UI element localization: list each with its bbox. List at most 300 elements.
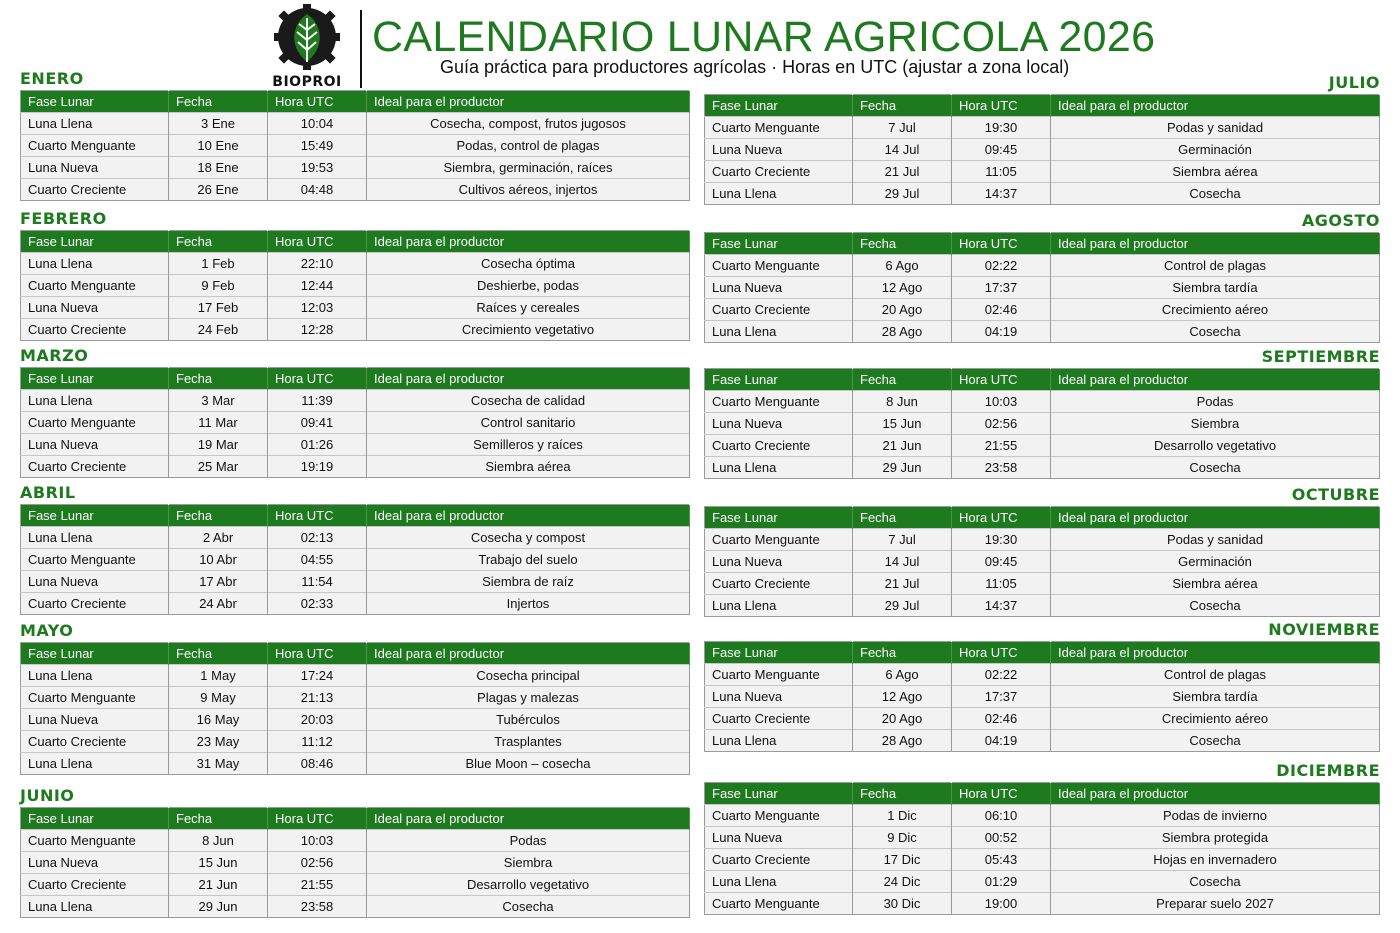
date-cell: 18 Ene [169,157,268,179]
column-header-phase: Fase Lunar [705,783,853,805]
ideal-cell: Cosecha óptima [367,253,690,275]
time-cell: 01:29 [952,871,1051,893]
column-header-phase: Fase Lunar [21,808,169,830]
table-row [21,113,690,135]
moon-phase-table [704,94,1380,205]
time-cell: 11:54 [268,571,367,593]
table-row [21,275,690,297]
phase-cell: Luna Nueva [705,277,853,299]
table-row [21,434,690,456]
month-title: AGOSTO [1301,211,1380,230]
page-title: CALENDARIO LUNAR AGRICOLA 2026 [372,13,1156,61]
table-row [21,157,690,179]
table-row [21,412,690,434]
table-row [21,549,690,571]
phase-cell: Cuarto Menguante [705,529,853,551]
brand-name: BIOPROI [272,74,342,90]
ideal-cell: Siembra de raíz [367,571,690,593]
table-row [705,827,1380,849]
time-cell: 10:03 [268,830,367,852]
phase-cell: Luna Nueva [705,551,853,573]
time-cell: 04:55 [268,549,367,571]
column-header-ideal: Ideal para el productor [1051,369,1380,391]
ideal-cell: Desarrollo vegetativo [1051,435,1380,457]
month-title: ENERO [20,69,84,88]
table-row [705,161,1380,183]
column-header-phase: Fase Lunar [705,95,853,117]
phase-cell: Cuarto Creciente [21,456,169,478]
table-row [705,893,1380,915]
table-row [21,135,690,157]
table-row [705,139,1380,161]
column-header-date: Fecha [169,505,268,527]
ideal-cell: Cosecha [1051,183,1380,205]
column-header-time: Hora UTC [268,505,367,527]
ideal-cell: Cultivos aéreos, injertos [367,179,690,201]
date-cell: 12 Ago [853,686,952,708]
table-row [705,871,1380,893]
date-cell: 24 Feb [169,319,268,341]
table-row [705,457,1380,479]
table-row [705,708,1380,730]
ideal-cell: Crecimiento aéreo [1051,299,1380,321]
ideal-cell: Siembra aérea [1051,161,1380,183]
phase-cell: Luna Nueva [705,686,853,708]
column-header-date: Fecha [853,507,952,529]
column-header-ideal: Ideal para el productor [367,643,690,665]
time-cell: 02:13 [268,527,367,549]
date-cell: 23 May [169,731,268,753]
ideal-cell: Crecimiento vegetativo [367,319,690,341]
column-header-date: Fecha [169,91,268,113]
column-header-time: Hora UTC [952,507,1051,529]
column-header-ideal: Ideal para el productor [367,368,690,390]
column-header-time: Hora UTC [268,231,367,253]
ideal-cell: Cosecha [1051,871,1380,893]
time-cell: 11:12 [268,731,367,753]
table-header-row [705,233,1380,255]
time-cell: 02:22 [952,664,1051,686]
column-header-time: Hora UTC [952,233,1051,255]
column-header-date: Fecha [853,783,952,805]
date-cell: 14 Jul [853,551,952,573]
date-cell: 7 Jul [853,117,952,139]
date-cell: 30 Dic [853,893,952,915]
phase-cell: Cuarto Menguante [21,830,169,852]
table-row [21,731,690,753]
phase-cell: Luna Llena [21,527,169,549]
ideal-cell: Plagas y malezas [367,687,690,709]
date-cell: 29 Jun [169,896,268,918]
column-header-phase: Fase Lunar [21,231,169,253]
table-row [21,179,690,201]
moon-phase-table [20,504,690,615]
time-cell: 15:49 [268,135,367,157]
time-cell: 04:19 [952,321,1051,343]
month-junio [20,785,690,918]
date-cell: 8 Jun [853,391,952,413]
time-cell: 06:10 [952,805,1051,827]
phase-cell: Cuarto Creciente [21,874,169,896]
time-cell: 02:56 [268,852,367,874]
time-cell: 01:26 [268,434,367,456]
phase-cell: Cuarto Menguante [705,255,853,277]
table-row [705,849,1380,871]
phase-cell: Luna Nueva [21,709,169,731]
month-agosto [704,210,1380,343]
phase-cell: Cuarto Creciente [705,161,853,183]
column-header-time: Hora UTC [952,783,1051,805]
month-marzo [20,345,690,478]
month-title: NOVIEMBRE [1268,620,1380,639]
phase-cell: Cuarto Creciente [705,708,853,730]
table-row [21,456,690,478]
ideal-cell: Trabajo del suelo [367,549,690,571]
phase-cell: Luna Llena [21,753,169,775]
month-title: DICIEMBRE [1276,761,1380,780]
ideal-cell: Injertos [367,593,690,615]
column-header-ideal: Ideal para el productor [367,91,690,113]
date-cell: 28 Ago [853,730,952,752]
time-cell: 02:22 [952,255,1051,277]
time-cell: 17:37 [952,686,1051,708]
time-cell: 09:41 [268,412,367,434]
ideal-cell: Preparar suelo 2027 [1051,893,1380,915]
phase-cell: Luna Llena [705,457,853,479]
date-cell: 29 Jul [853,595,952,617]
table-row [21,709,690,731]
ideal-cell: Cosecha principal [367,665,690,687]
column-header-time: Hora UTC [952,642,1051,664]
ideal-cell: Cosecha, compost, frutos jugosos [367,113,690,135]
column-header-ideal: Ideal para el productor [1051,507,1380,529]
table-row [705,529,1380,551]
column-header-time: Hora UTC [952,95,1051,117]
time-cell: 22:10 [268,253,367,275]
column-header-date: Fecha [169,231,268,253]
date-cell: 8 Jun [169,830,268,852]
ideal-cell: Cosecha y compost [367,527,690,549]
column-header-ideal: Ideal para el productor [367,505,690,527]
date-cell: 9 Feb [169,275,268,297]
date-cell: 7 Jul [853,529,952,551]
time-cell: 12:03 [268,297,367,319]
ideal-cell: Cosecha [1051,321,1380,343]
date-cell: 12 Ago [853,277,952,299]
table-row [21,390,690,412]
phase-cell: Luna Nueva [705,139,853,161]
column-header-date: Fecha [169,643,268,665]
time-cell: 19:53 [268,157,367,179]
moon-phase-table [704,782,1380,915]
column-header-date: Fecha [169,368,268,390]
table-row [705,391,1380,413]
month-enero [20,68,690,201]
date-cell: 10 Abr [169,549,268,571]
phase-cell: Cuarto Menguante [705,117,853,139]
time-cell: 02:46 [952,708,1051,730]
time-cell: 02:33 [268,593,367,615]
phase-cell: Luna Nueva [705,827,853,849]
phase-cell: Cuarto Creciente [705,299,853,321]
date-cell: 21 Jul [853,573,952,595]
date-cell: 11 Mar [169,412,268,434]
ideal-cell: Siembra aérea [367,456,690,478]
date-cell: 29 Jun [853,457,952,479]
time-cell: 23:58 [268,896,367,918]
column-header-phase: Fase Lunar [21,368,169,390]
phase-cell: Cuarto Menguante [21,275,169,297]
table-row [705,255,1380,277]
month-title: JUNIO [20,786,75,805]
date-cell: 15 Jun [169,852,268,874]
column-header-time: Hora UTC [268,643,367,665]
date-cell: 1 Feb [169,253,268,275]
time-cell: 14:37 [952,183,1051,205]
month-title: SEPTIEMBRE [1261,347,1380,366]
time-cell: 21:55 [268,874,367,896]
phase-cell: Luna Llena [705,871,853,893]
moon-phase-table [704,641,1380,752]
column-header-date: Fecha [853,642,952,664]
leaf-gear-icon [266,4,348,72]
date-cell: 17 Feb [169,297,268,319]
table-header-row [21,505,690,527]
page-subtitle: Guía práctica para productores agrícolas · Horas en UTC (ajustar a zona local) [440,57,1070,77]
table-row [705,573,1380,595]
phase-cell: Luna Llena [21,390,169,412]
phase-cell: Luna Nueva [21,852,169,874]
month-septiembre [704,346,1380,479]
moon-phase-table [704,506,1380,617]
date-cell: 3 Ene [169,113,268,135]
time-cell: 11:39 [268,390,367,412]
table-row [21,319,690,341]
table-row [21,297,690,319]
date-cell: 20 Ago [853,708,952,730]
date-cell: 1 Dic [853,805,952,827]
phase-cell: Luna Nueva [705,413,853,435]
phase-cell: Cuarto Menguante [21,549,169,571]
phase-cell: Luna Nueva [21,297,169,319]
table-row [21,665,690,687]
time-cell: 12:28 [268,319,367,341]
date-cell: 28 Ago [853,321,952,343]
moon-phase-table [20,807,690,918]
ideal-cell: Podas [1051,391,1380,413]
table-row [705,413,1380,435]
column-header-time: Hora UTC [268,368,367,390]
table-header-row [21,91,690,113]
ideal-cell: Siembra [1051,413,1380,435]
date-cell: 17 Dic [853,849,952,871]
ideal-cell: Control de plagas [1051,255,1380,277]
date-cell: 25 Mar [169,456,268,478]
time-cell: 04:19 [952,730,1051,752]
table-row [705,277,1380,299]
column-header-phase: Fase Lunar [705,642,853,664]
moon-phase-table [20,642,690,775]
table-header-row [21,643,690,665]
ideal-cell: Cosecha [1051,457,1380,479]
phase-cell: Cuarto Menguante [21,412,169,434]
column-header-date: Fecha [853,233,952,255]
ideal-cell: Cosecha de calidad [367,390,690,412]
time-cell: 02:56 [952,413,1051,435]
month-title: ABRIL [20,483,76,502]
column-header-phase: Fase Lunar [21,643,169,665]
column-header-ideal: Ideal para el productor [1051,233,1380,255]
ideal-cell: Trasplantes [367,731,690,753]
table-row [21,527,690,549]
column-header-phase: Fase Lunar [705,369,853,391]
ideal-cell: Podas, control de plagas [367,135,690,157]
month-title: JULIO [1328,73,1380,92]
month-octubre [704,484,1380,617]
table-row [705,321,1380,343]
moon-phase-table [20,367,690,478]
phase-cell: Luna Nueva [21,434,169,456]
time-cell: 20:03 [268,709,367,731]
ideal-cell: Deshierbe, podas [367,275,690,297]
date-cell: 16 May [169,709,268,731]
date-cell: 6 Ago [853,255,952,277]
date-cell: 9 Dic [853,827,952,849]
column-header-phase: Fase Lunar [705,507,853,529]
time-cell: 21:55 [952,435,1051,457]
ideal-cell: Germinación [1051,139,1380,161]
table-header-row [21,231,690,253]
ideal-cell: Podas y sanidad [1051,117,1380,139]
ideal-cell: Hojas en invernadero [1051,849,1380,871]
phase-cell: Luna Llena [705,730,853,752]
date-cell: 21 Jun [853,435,952,457]
table-row [705,299,1380,321]
date-cell: 17 Abr [169,571,268,593]
ideal-cell: Siembra tardía [1051,277,1380,299]
ideal-cell: Podas y sanidad [1051,529,1380,551]
column-header-phase: Fase Lunar [21,505,169,527]
table-row [705,117,1380,139]
table-header-row [705,507,1380,529]
time-cell: 08:46 [268,753,367,775]
time-cell: 19:30 [952,117,1051,139]
date-cell: 2 Abr [169,527,268,549]
table-row [705,686,1380,708]
column-header-date: Fecha [169,808,268,830]
date-cell: 21 Jul [853,161,952,183]
phase-cell: Cuarto Menguante [21,135,169,157]
time-cell: 17:37 [952,277,1051,299]
column-header-ideal: Ideal para el productor [367,231,690,253]
time-cell: 11:05 [952,573,1051,595]
date-cell: 21 Jun [169,874,268,896]
date-cell: 29 Jul [853,183,952,205]
column-header-time: Hora UTC [952,369,1051,391]
date-cell: 31 May [169,753,268,775]
phase-cell: Cuarto Menguante [705,805,853,827]
month-julio [704,72,1380,205]
ideal-cell: Podas [367,830,690,852]
column-header-ideal: Ideal para el productor [1051,783,1380,805]
column-header-date: Fecha [853,95,952,117]
month-title: FEBRERO [20,209,107,228]
moon-phase-table [20,90,690,201]
phase-cell: Cuarto Menguante [21,687,169,709]
time-cell: 10:03 [952,391,1051,413]
date-cell: 15 Jun [853,413,952,435]
date-cell: 9 May [169,687,268,709]
phase-cell: Luna Llena [705,595,853,617]
month-abril [20,482,690,615]
time-cell: 00:52 [952,827,1051,849]
phase-cell: Cuarto Menguante [705,391,853,413]
time-cell: 09:45 [952,551,1051,573]
ideal-cell: Siembra aérea [1051,573,1380,595]
table-header-row [21,808,690,830]
time-cell: 19:00 [952,893,1051,915]
ideal-cell: Siembra tardía [1051,686,1380,708]
ideal-cell: Desarrollo vegetativo [367,874,690,896]
ideal-cell: Semilleros y raíces [367,434,690,456]
table-header-row [21,368,690,390]
phase-cell: Luna Llena [21,665,169,687]
ideal-cell: Control de plagas [1051,664,1380,686]
month-title: MARZO [20,346,89,365]
ideal-cell: Cosecha [1051,730,1380,752]
phase-cell: Cuarto Creciente [705,435,853,457]
phase-cell: Cuarto Creciente [21,179,169,201]
date-cell: 19 Mar [169,434,268,456]
time-cell: 09:45 [952,139,1051,161]
table-row [705,664,1380,686]
time-cell: 12:44 [268,275,367,297]
date-cell: 3 Mar [169,390,268,412]
phase-cell: Cuarto Creciente [21,731,169,753]
ideal-cell: Siembra [367,852,690,874]
column-header-date: Fecha [853,369,952,391]
date-cell: 24 Abr [169,593,268,615]
date-cell: 24 Dic [853,871,952,893]
ideal-cell: Cosecha [1051,595,1380,617]
phase-cell: Cuarto Creciente [21,319,169,341]
ideal-cell: Control sanitario [367,412,690,434]
table-row [21,830,690,852]
column-header-ideal: Ideal para el productor [1051,642,1380,664]
date-cell: 10 Ene [169,135,268,157]
phase-cell: Luna Llena [21,896,169,918]
table-row [21,896,690,918]
column-header-time: Hora UTC [268,808,367,830]
moon-phase-table [704,232,1380,343]
time-cell: 11:05 [952,161,1051,183]
table-header-row [705,642,1380,664]
column-header-time: Hora UTC [268,91,367,113]
table-row [21,253,690,275]
phase-cell: Luna Nueva [21,571,169,593]
table-row [21,874,690,896]
table-row [705,551,1380,573]
table-row [705,730,1380,752]
ideal-cell: Crecimiento aéreo [1051,708,1380,730]
month-noviembre [704,619,1380,752]
phase-cell: Luna Llena [705,183,853,205]
ideal-cell: Raíces y cereales [367,297,690,319]
ideal-cell: Germinación [1051,551,1380,573]
month-diciembre [704,760,1380,915]
month-mayo [20,620,690,775]
date-cell: 6 Ago [853,664,952,686]
